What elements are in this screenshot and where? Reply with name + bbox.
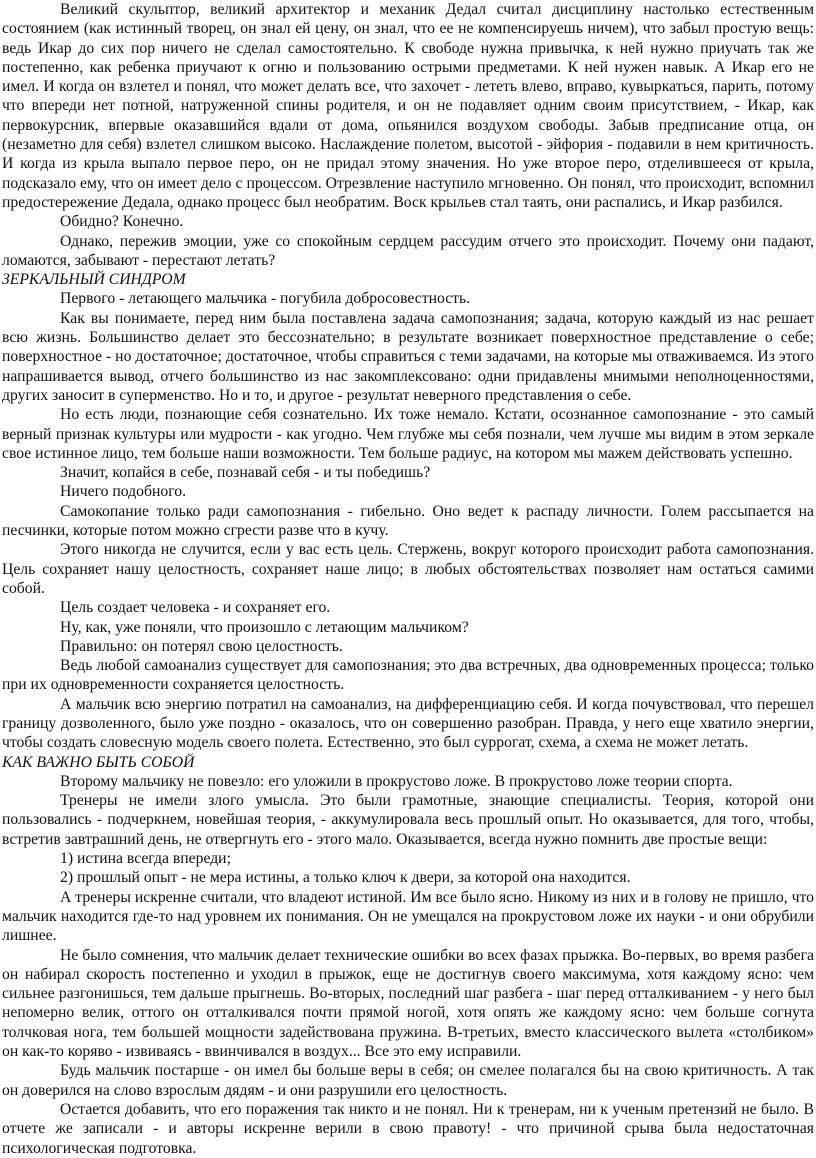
paragraph-correct: Правильно: он потерял свою целостность. [60, 637, 343, 655]
paragraph-self-analysis: Ведь любой самоанализ существует для самопознания; это два встречных, два одновременных процесса; только при их одновременности сохраняется целостность. [2, 657, 814, 694]
paragraph-nothing-like: Ничего подобного. [60, 483, 187, 501]
paragraph-older-boy: Будь мальчик постарше - он имел бы больше веры в себя; он смелее полагался бы на свою критичность. А так он доверился на слово взрослым дядям - и они разрушили его целостность. [2, 1062, 814, 1099]
paragraph-first-boy: Первого - летающего мальчика - погубила добросовестность. [60, 290, 471, 308]
paragraph-second-boy: Второму мальчику не повезло: его уложили в прокрустово ложе. В прокрустово ложе теории спорта. [60, 772, 733, 790]
paragraph-self-knowledge: Как вы понимаете, перед ним была поставлена задача самопознания; задача, которую каждый из нас решает всю жизнь. Большинство делает это бессознательно; в результате возникает поверхностное представление о себе; поверхностное - но достаточное; достаточное, чтобы справиться с теми задачами, на которые мы отваживаемся. Из этого напрашивается вывод, отчего большинство из нас закомплексовано: одни придавлены мнимыми неполноценностями, других заносит в суперменство. Но и то, и другое - результат неверного представления о себе. [2, 309, 814, 404]
list-item-past-experience: 2) прошлый опыт - не мера истины, а только ключ к двери, за которой она находится. [60, 869, 631, 887]
paragraph-goal-creates: Цель создает человека - и сохраняет его. [60, 599, 331, 617]
paragraph-self-digging: Самокопание только ради самопознания - гибельно. Оно ведет к распаду личности. Голем рассыпается на песчинки, которые потом можно сгрести разве что в кучу. [2, 502, 814, 540]
paragraph-icarus: Великий скульптор, великий архитектор и механик Дедал считал дисциплину настолько естественным состоянием (как истинный творец, он знал ей цену, он знал, что ее не компенсируешь ничем), что забыл простую вещь: ведь Икар до сих пор ничего не сделал самостоятельно. К свободе нужна привычка, к ней нужно приучать так же постепенно, как ребенка приучают к огню и пользованию острыми предметами. К ней нужен навык. А Икар его не имел. И когда он взлетел и понял, что может делать все, что захочет - лететь влево, вправо, кувыркаться, парить, потому что впереди нет потной, натруженной спины родителя, и он не подавляет одним своим присутствием, - Икар, как первокурсник, впервые оказавшийся вдали от дома, опьянился воздухом свободы. Забыв предписание отца, он (незаметно для себя) взлетел слишком высоко. Наслаждение полетом, высотой - эйфория - подавили в нем критичность. И когда из крыла выпало первое перо, он не придал этому значения. Но уже второе перо, отделившееся от крыла, подсказало ему, что он имеет дело с процессом. Отрезвление наступило мгновенно. Он понял, что происходит, вспомнил предостережение Дедала, однако процесс был необратим. Воск крыльев стал таять, они распались, и Икар разбился. [2, 1, 814, 211]
paragraph-conscious-people: Но есть люди, познающие себя сознательно. Их тоже немало. Кстати, осознанное самопознание - это самый верный признак культуры или мудрости - как угодно. Чем глубже мы себя познали, чем лучше мы видим в этом зеркале свое истинное лицо, тем больше наши возможности. Тем больше радиус, на котором мы мажем действовать успешно. [2, 406, 814, 462]
paragraph-however: Однако, пережив эмоции, уже со спокойным сердцем рассудим отчего это происходит. Почему они падают, ломаются, забывают - перестают летать? [2, 232, 814, 269]
paragraph-offended: Обидно? Конечно. [60, 213, 184, 231]
list-item-truth-ahead: 1) истина всегда впереди; [60, 850, 231, 868]
paragraph-coaches: Тренеры не имели злого умысла. Это были грамотные, знающие специалисты. Теория, которой они пользовались - подчеркнем, новейшая теория, - аккумулировала весь прошлый опыт. Но оказывается, для того, чтобы, встретив завтрашний день, не отвергнуть его - этого мало. Оказывается, всегда нужно помнить две простые вещи: [2, 792, 814, 848]
section-heading-be-yourself: КАК ВАЖНО БЫТЬ СОБОЙ [2, 753, 195, 771]
paragraph-coaches-truth: А тренеры искренне считали, что владеют истиной. Им все было ясно. Никому из них и в голову не пришло, что мальчик находится где-то над уровнем их понимания. Он не умещался на прокрустовом ложе их науки - и они обрубили лишнее. [2, 888, 814, 945]
paragraph-dig-yourself: Значит, копайся в себе, познавай себя - и ты победишь? [60, 464, 431, 482]
paragraph-goal-core: Этого никогда не случится, если у вас есть цель. Стержень, вокруг которого происходит работа самопознания. Цель сохраняет нашу целостность, сохраняет наше лицо; в любых обстоятельствах позволяет нам остаться самими собой. [2, 541, 814, 597]
paragraph-technical-errors: Не было сомнения, что мальчик делает технические ошибки во всех фазах прыжка. Во-первых, во время разбега он набирал скорость постепенно и уходил в прыжок, еще не достигнув своего максимума, хотя каждому ясно: чем сильнее разгонишься, тем дальше прыгнешь. Во-вторых, последний шаг разбега - шаг перед отталкиванием - у него был непомерно велик, оттого он отталкивался почти прямой ногой, хотя опять же каждому ясно: чем больше согнута толчковая нога, тем большей мощности задействована пружина. В-третьих, вместо классического вылета «столбиком» он как-то коряво - извиваясь - ввинчивался в воздух... Все это ему исправили. [2, 946, 814, 1061]
paragraph-question: Ну, как, уже поняли, что произошло с летающим мальчиком? [60, 618, 469, 636]
section-heading-mirror-syndrome: ЗЕРКАЛЬНЫЙ СИНДРОМ [2, 271, 186, 289]
paragraph-boy-energy: А мальчик всю энергию потратил на самоанализ, на дифференциацию себя. И когда почувствовал, что перешел границу дозволенного, было уже поздно - оказалось, что он совершенно разобран. Правда, у него еще хватило энергии, чтобы создать словесную модель своего полета. Естественно, это был суррогат, схема, а схема не может летать. [2, 695, 814, 752]
paragraph-conclusion: Остается добавить, что его поражения так никто и не понял. Ни к тренерам, ни к ученым претензий не было. В отчете же записали - и авторы искренне верили в свою правоту! - что причиной срыва была недостаточная психологическая подготовка. [2, 1100, 814, 1157]
